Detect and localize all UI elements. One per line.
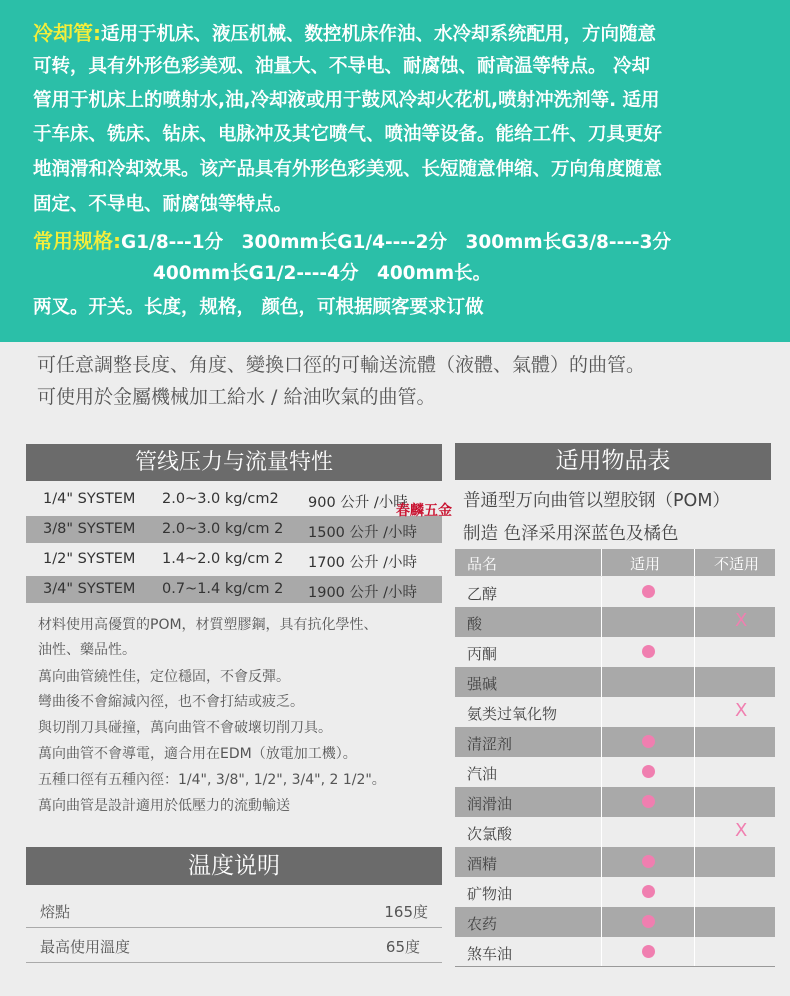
suitable-dot-icon	[642, 765, 655, 778]
teal-line-9: 两叉。开关。长度，规格， 颜色，可根据顾客要求订做	[33, 297, 484, 318]
intro-line-2: 可使用於金屬機械加工給水 / 給油吹氣的曲管。	[37, 386, 436, 408]
pressure-row: 3/8" SYSTEM 2.0~3.0 kg/cm 2 1500 公升 /小時	[26, 516, 442, 543]
column-divider	[601, 697, 602, 727]
column-divider	[601, 847, 602, 877]
spec-label: 常用规格:	[33, 229, 121, 253]
goods-table-header: 品名 适用 不适用	[455, 549, 775, 576]
goods-item-name: 丙酮	[467, 645, 498, 663]
goods-item-name: 矿物油	[467, 885, 513, 903]
note-line: 五種口徑有五種內徑：1/4", 3/8", 1/2", 3/4", 2 1/2"。	[38, 772, 386, 788]
note-line: 與切削刀具碰撞，萬向曲管不會破壞切削刀具。	[38, 720, 332, 736]
column-divider	[601, 757, 602, 787]
note-line: 萬向曲管繞性佳，定位穩固，不會反彈。	[38, 669, 290, 685]
goods-item-name: 清涩剂	[467, 735, 513, 753]
goods-item-name: 次氯酸	[467, 825, 513, 843]
teal-line-5: 地润滑和冷却效果。该产品具有外形色彩美观、长短随意伸缩、万向角度随意	[33, 159, 663, 180]
column-divider	[694, 637, 695, 667]
column-divider	[694, 817, 695, 847]
column-divider	[601, 937, 602, 967]
suitable-dot-icon	[642, 945, 655, 958]
column-divider	[694, 667, 695, 697]
column-divider	[694, 847, 695, 877]
temperature-title: 温度说明	[26, 847, 442, 885]
teal-line-2: 可转，具有外形色彩美观、油量大、不导电、耐腐蚀、耐高温等特点。 冷却	[33, 56, 650, 77]
column-divider	[694, 877, 695, 907]
teal-line-6: 固定、不导电、耐腐蚀等特点。	[33, 194, 293, 215]
goods-item-name: 氨类过氧化物	[467, 705, 558, 723]
goods-table-bottom-rule	[455, 966, 775, 967]
goods-desc-line-1: 普通型万向曲管以塑胶钢（POM）	[463, 491, 730, 511]
column-divider	[694, 697, 695, 727]
teal-line-8: 400mm长G1/2----4分 400mm长。	[153, 263, 492, 284]
goods-item-name: 乙醇	[467, 585, 498, 603]
goods-row	[455, 757, 775, 787]
column-divider	[601, 607, 602, 637]
goods-title: 适用物品表	[455, 443, 771, 480]
pressure-row: 1/2" SYSTEM 1.4~2.0 kg/cm 2 1700 公升 /小時	[43, 551, 418, 571]
teal-line-7: 常用规格:G1/8---1分 300mm长G1/4----2分 300mm长G3/8----3分	[33, 229, 671, 253]
goods-item-name: 强碱	[467, 675, 498, 693]
goods-row	[455, 817, 775, 847]
column-divider	[694, 907, 695, 937]
temperature-row: 最高使用溫度 65度	[26, 928, 442, 963]
goods-row	[455, 937, 775, 967]
temperature-row: 熔點 165度	[26, 893, 442, 928]
column-divider	[601, 577, 602, 607]
goods-row	[455, 727, 775, 757]
note-line: 彎曲後不會縮減內徑，也不會打結或疲乏。	[38, 694, 304, 710]
unsuitable-x-icon: X	[735, 610, 748, 631]
teal-line-4: 于车床、铣床、钻床、电脉冲及其它喷气、喷油等设备。能给工件、刀具更好	[33, 124, 663, 145]
goods-row	[455, 637, 775, 667]
column-divider	[601, 727, 602, 757]
note-line: 萬向曲管不會導電，適合用在EDM（放電加工機）。	[38, 746, 357, 762]
column-divider	[601, 667, 602, 697]
pressure-row: 1/4" SYSTEM 2.0~3.0 kg/cm2 900 公升 /小時	[43, 491, 408, 511]
teal-line-1: 冷却管:适用于机床、液压机械、数控机床作油、水冷却系统配用，方向随意	[33, 21, 657, 45]
pressure-row: 3/4" SYSTEM 0.7~1.4 kg/cm 2 1900 公升 /小時	[26, 576, 442, 603]
watermark-logo: 春麟五金	[396, 503, 452, 519]
suitable-dot-icon	[642, 915, 655, 928]
goods-item-name: 农药	[467, 915, 498, 933]
suitable-dot-icon	[642, 645, 655, 658]
goods-row	[455, 607, 775, 637]
suitable-dot-icon	[642, 735, 655, 748]
column-divider	[694, 727, 695, 757]
column-divider	[694, 787, 695, 817]
goods-item-name: 酒精	[467, 855, 498, 873]
suitable-dot-icon	[642, 585, 655, 598]
goods-row	[455, 697, 775, 727]
intro-line-1: 可任意調整長度、角度、變換口徑的可輸送流體（液體、氣體）的曲管。	[37, 354, 646, 376]
suitable-dot-icon	[642, 885, 655, 898]
goods-row	[455, 577, 775, 607]
goods-item-name: 润滑油	[467, 795, 513, 813]
goods-item-name: 汽油	[467, 765, 498, 783]
unsuitable-x-icon: X	[735, 820, 748, 841]
unsuitable-x-icon: X	[735, 700, 748, 721]
note-line: 萬向曲管是設計適用於低壓力的流動輸送	[38, 798, 290, 814]
column-divider	[601, 817, 602, 847]
goods-row	[455, 847, 775, 877]
column-divider	[601, 549, 602, 576]
pressure-title: 管线压力与流量特性	[26, 444, 442, 481]
goods-row	[455, 667, 775, 697]
goods-desc-line-2: 制造 色泽采用深蓝色及橘色	[463, 524, 679, 544]
column-divider	[694, 549, 695, 576]
column-divider	[694, 937, 695, 967]
goods-row	[455, 787, 775, 817]
goods-row	[455, 877, 775, 907]
goods-item-name: 煞车油	[467, 945, 513, 963]
column-divider	[601, 637, 602, 667]
teal-line-3: 管用于机床上的喷射水,油,冷却液或用于鼓风冷却火花机,喷射冲洗剂等. 适用	[33, 90, 660, 111]
cooling-pipe-label: 冷却管:	[33, 21, 101, 45]
goods-row	[455, 907, 775, 937]
column-divider	[694, 577, 695, 607]
column-divider	[601, 877, 602, 907]
column-divider	[601, 907, 602, 937]
column-divider	[694, 607, 695, 637]
goods-item-name: 酸	[467, 615, 483, 633]
suitable-dot-icon	[642, 855, 655, 868]
column-divider	[694, 757, 695, 787]
column-divider	[601, 787, 602, 817]
note-line: 材料使用高優質的POM，材質塑膠鋼，具有抗化學性、	[38, 617, 378, 633]
suitable-dot-icon	[642, 795, 655, 808]
note-line: 油性、藥品性。	[38, 642, 136, 658]
